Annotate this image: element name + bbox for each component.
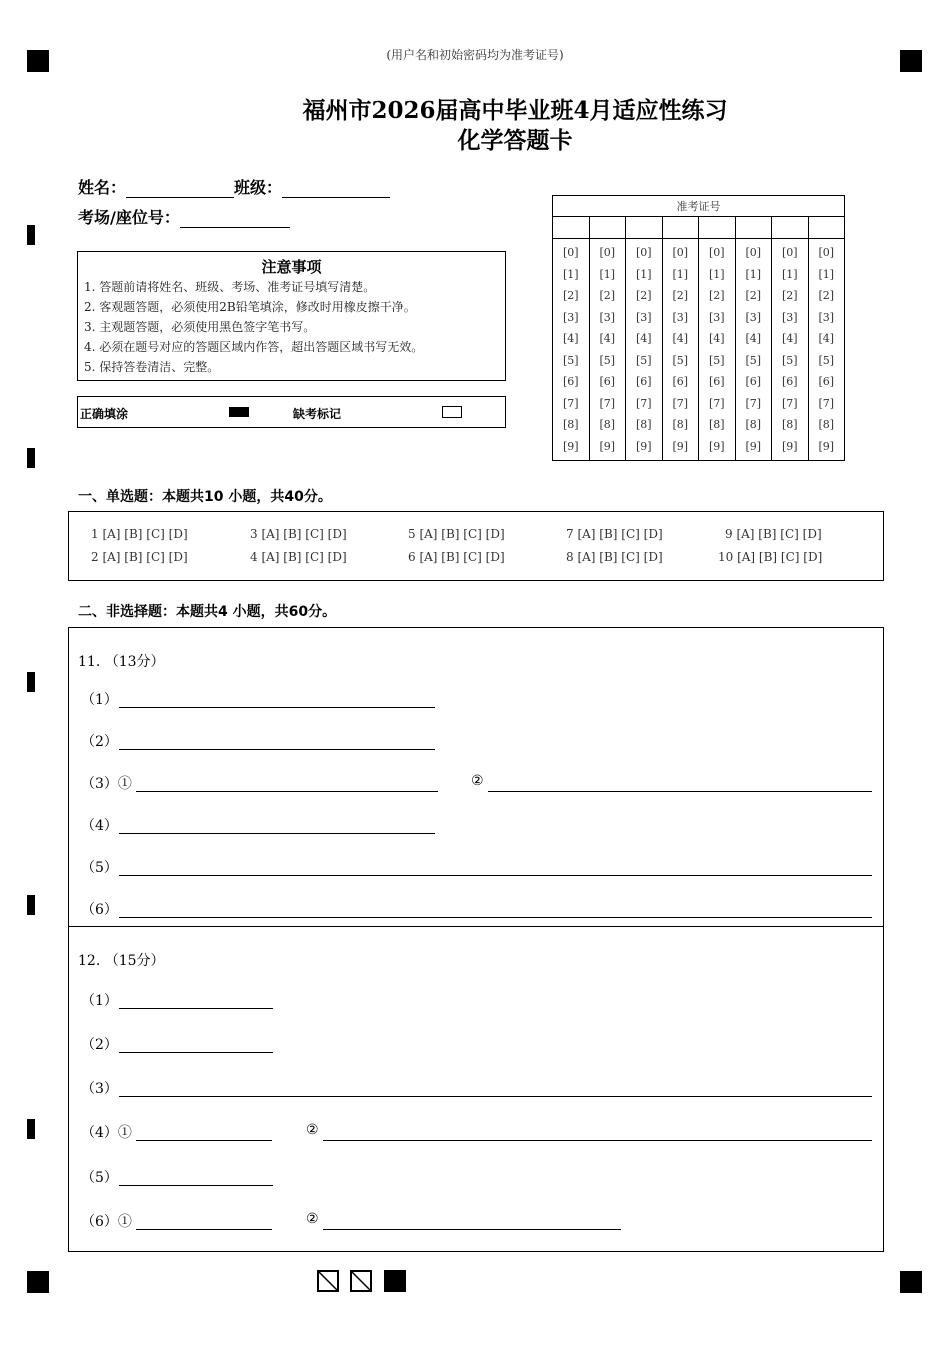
admission-digit-bubble[interactable]: [3] — [672, 310, 689, 324]
admission-digit-bubble[interactable]: [1] — [635, 267, 652, 281]
admission-digit-bubble[interactable]: [2] — [635, 289, 652, 302]
admission-digit-column — [589, 239, 626, 461]
side-marker — [27, 672, 35, 692]
page-code-box-slashed — [350, 1270, 372, 1292]
notes-item: 2. 客观题答题，必须使用2B铅笔填涂，修改时用橡皮擦干净。 — [84, 300, 416, 314]
admission-digit-bubble[interactable]: [1] — [818, 267, 835, 281]
admission-digit-bubble[interactable]: [6] — [599, 375, 616, 388]
q11-part-6: （6） — [81, 902, 118, 918]
q12-answer-5[interactable] — [119, 1185, 273, 1186]
name-class-row — [78, 175, 390, 198]
admission-digit-column — [772, 239, 809, 461]
admission-digit-bubble[interactable]: [9] — [635, 439, 652, 453]
admission-digit-box[interactable] — [772, 217, 809, 239]
admission-digit-bubble[interactable]: [0] — [672, 246, 689, 259]
absent-mark-label: 缺考标记 — [293, 407, 342, 421]
q11-part-5: （5） — [81, 860, 118, 876]
q12-answer-6b[interactable] — [323, 1229, 621, 1230]
mc-question[interactable]: 7 [A] [B] [C] [D] — [566, 527, 663, 541]
mc-question[interactable]: 8 [A] [B] [C] [D] — [566, 550, 663, 564]
admission-digit-column — [662, 239, 699, 461]
admission-digit-bubble[interactable]: [3] — [745, 310, 762, 324]
admission-digit-bubble[interactable]: [1] — [672, 267, 689, 281]
admission-digit-bubble[interactable]: [9] — [708, 439, 725, 453]
admission-digit-bubble[interactable]: [7] — [562, 396, 579, 410]
admission-digit-bubble[interactable]: [7] — [599, 396, 616, 410]
admission-digit-bubble[interactable]: [5] — [781, 353, 798, 367]
admission-digit-bubble[interactable]: [2] — [562, 289, 579, 302]
header-note: (用户名和初始密码均为准考证号) — [386, 48, 564, 62]
admission-digit-bubble[interactable]: [5] — [635, 353, 652, 367]
admission-number-grid — [552, 195, 845, 461]
admission-digit-bubble[interactable]: [9] — [672, 439, 689, 453]
admission-digit-bubble[interactable]: [0] — [708, 246, 725, 259]
admission-digit-bubble[interactable]: [1] — [781, 267, 798, 281]
admission-digit-bubble[interactable]: [5] — [818, 353, 835, 367]
question-11-box — [68, 627, 884, 927]
admission-digit-bubble[interactable]: [7] — [818, 396, 835, 410]
admission-digit-bubble[interactable]: [8] — [745, 418, 762, 431]
admission-digit-bubble[interactable]: [9] — [745, 439, 762, 453]
q12-answer-1[interactable] — [119, 1008, 273, 1009]
mc-question[interactable]: 10 [A] [B] [C] [D] — [718, 550, 823, 564]
admission-digit-box[interactable] — [808, 217, 845, 239]
q11-answer-5[interactable] — [119, 875, 872, 876]
mc-question[interactable]: 6 [A] [B] [C] [D] — [408, 550, 505, 564]
q12-answer-2[interactable] — [119, 1052, 273, 1053]
admission-digit-box[interactable] — [699, 217, 736, 239]
admission-digit-box[interactable] — [735, 217, 772, 239]
q11-answer-3a[interactable] — [136, 791, 438, 792]
admission-digit-bubble[interactable]: [2] — [745, 289, 762, 302]
question-11-label: 11. （13分） — [78, 654, 165, 670]
q12-part-4a: （4）① — [81, 1125, 132, 1141]
notes-item: 3. 主观题答题，必须使用黑色签字笔书写。 — [84, 320, 316, 334]
admission-digit-bubble[interactable]: [2] — [818, 289, 835, 302]
admission-digit-bubble[interactable]: [3] — [818, 310, 835, 324]
admission-digit-bubble[interactable]: [6] — [562, 375, 579, 388]
q12-answer-4a[interactable] — [136, 1140, 272, 1141]
q12-part-6a: （6）① — [81, 1214, 132, 1230]
admission-digit-bubble[interactable]: [8] — [708, 418, 725, 431]
admission-digit-bubble[interactable]: [8] — [562, 418, 579, 431]
section1-heading: 一、单选题：本题共10 小题，共40分。 — [78, 489, 332, 505]
mc-question[interactable]: 5 [A] [B] [C] [D] — [408, 527, 505, 541]
section2-heading: 二、非选择题：本题共4 小题，共60分。 — [78, 604, 337, 620]
admission-digit-bubble[interactable]: [4] — [745, 332, 762, 345]
admission-digit-bubble[interactable]: [0] — [562, 246, 579, 259]
q12-part-6b: ② — [306, 1211, 319, 1227]
mc-question[interactable]: 2 [A] [B] [C] [D] — [91, 550, 188, 564]
seat-field[interactable] — [180, 209, 290, 228]
notes-item: 5. 保持答卷清洁、完整。 — [84, 360, 220, 374]
admission-digit-bubble[interactable]: [9] — [781, 439, 798, 453]
admission-digit-bubble[interactable]: [2] — [599, 289, 616, 302]
admission-digit-bubble[interactable]: [1] — [745, 267, 762, 281]
admission-digit-bubble[interactable]: [7] — [635, 396, 652, 410]
page-code-box-filled — [384, 1270, 406, 1292]
q11-answer-4[interactable] — [119, 833, 435, 834]
admission-digit-bubble[interactable]: [6] — [708, 375, 725, 388]
admission-digit-bubble[interactable]: [1] — [599, 267, 616, 281]
q11-answer-1[interactable] — [119, 707, 435, 708]
admission-digit-bubble[interactable]: [6] — [781, 375, 798, 388]
admission-digit-bubble[interactable]: [8] — [672, 418, 689, 431]
admission-digit-bubble[interactable]: [5] — [599, 353, 616, 367]
admission-digit-bubble[interactable]: [3] — [635, 310, 652, 324]
admission-digit-bubble[interactable]: [1] — [562, 267, 579, 281]
admission-digit-column — [553, 239, 590, 461]
admission-digit-bubble[interactable]: [5] — [708, 353, 725, 367]
q11-part-4: （4） — [81, 818, 118, 834]
admission-digit-bubble[interactable]: [4] — [635, 332, 652, 345]
mc-question[interactable]: 3 [A] [B] [C] [D] — [250, 527, 347, 541]
absent-mark-checkbox[interactable] — [442, 406, 462, 418]
admission-digit-bubble[interactable]: [7] — [745, 396, 762, 410]
admission-digit-bubble[interactable]: [8] — [635, 418, 652, 431]
admission-digit-bubble[interactable]: [8] — [599, 418, 616, 431]
admission-digit-bubble[interactable]: [2] — [708, 289, 725, 302]
admission-digit-bubble[interactable]: [0] — [781, 246, 798, 259]
admission-digit-bubble[interactable]: [5] — [562, 353, 579, 367]
admission-digit-bubble[interactable]: [4] — [599, 332, 616, 345]
admission-digit-box[interactable] — [553, 217, 590, 239]
admission-header: 准考证号 — [553, 196, 845, 217]
q12-answer-4b[interactable] — [323, 1140, 872, 1141]
q12-answer-3[interactable] — [119, 1096, 872, 1097]
admission-digit-bubble[interactable]: [9] — [599, 439, 616, 453]
corner-marker-bottom-right — [900, 1271, 922, 1293]
admission-digit-box[interactable] — [589, 217, 626, 239]
class-field[interactable] — [282, 179, 390, 198]
mc-answer-box — [68, 511, 884, 581]
notes-title: 注意事项 — [261, 258, 322, 276]
side-marker — [27, 448, 35, 468]
notes-item: 4. 必须在题号对应的答题区域内作答，超出答题区域书写无效。 — [84, 340, 424, 354]
side-marker — [27, 1119, 35, 1139]
side-marker — [27, 225, 35, 245]
name-label: 姓名： — [78, 178, 127, 197]
question-12-box — [68, 926, 884, 1252]
q12-part-5: （5） — [81, 1170, 118, 1186]
mc-question[interactable]: 4 [A] [B] [C] [D] — [250, 550, 347, 564]
admission-digit-bubble[interactable]: [0] — [599, 246, 616, 259]
admission-digit-bubble[interactable]: [7] — [672, 396, 689, 410]
class-label: 班级： — [234, 178, 283, 197]
q11-part-3b: ② — [471, 773, 484, 789]
admission-digit-bubble[interactable]: [7] — [708, 396, 725, 410]
admission-digit-box[interactable] — [662, 217, 699, 239]
correct-fill-sample — [229, 407, 249, 417]
admission-digit-bubble[interactable]: [2] — [781, 289, 798, 302]
admission-digit-bubble[interactable]: [6] — [672, 375, 689, 388]
admission-digit-bubble[interactable]: [1] — [708, 267, 725, 281]
correct-fill-label: 正确填涂 — [80, 407, 129, 421]
admission-digit-bubble[interactable]: [3] — [562, 310, 579, 324]
notes-box — [77, 251, 506, 381]
admission-digit-bubble[interactable]: [0] — [818, 246, 835, 259]
admission-digit-bubble[interactable]: [7] — [781, 396, 798, 410]
admission-digit-bubble[interactable]: [0] — [635, 246, 652, 259]
admission-digit-bubble[interactable]: [5] — [672, 353, 689, 367]
page-code-box-slashed — [317, 1270, 339, 1292]
admission-digit-bubble[interactable]: [9] — [562, 439, 579, 453]
admission-digit-bubble[interactable]: [3] — [781, 310, 798, 324]
admission-digit-column — [735, 239, 772, 461]
admission-digit-bubble[interactable]: [0] — [745, 246, 762, 259]
q12-part-4b: ② — [306, 1122, 319, 1138]
admission-digit-column — [699, 239, 736, 461]
seat-label: 考场/座位号： — [78, 208, 180, 227]
page-title: 福州市2026届高中毕业班4月适应性练习 — [302, 97, 728, 124]
admission-digit-column — [808, 239, 845, 461]
admission-digit-bubble[interactable]: [4] — [708, 332, 725, 345]
q11-answer-6[interactable] — [119, 917, 872, 918]
q11-part-2: （2） — [81, 734, 118, 750]
admission-digit-bubble[interactable]: [4] — [672, 332, 689, 345]
admission-digit-bubble[interactable]: [4] — [818, 332, 835, 345]
q12-part-1: （1） — [81, 993, 118, 1009]
q11-part-1: （1） — [81, 692, 118, 708]
admission-digit-bubble[interactable]: [6] — [745, 375, 762, 388]
admission-digit-box[interactable] — [626, 217, 663, 239]
admission-digit-bubble[interactable]: [8] — [818, 418, 835, 431]
admission-digit-bubble[interactable]: [4] — [562, 332, 579, 345]
admission-digit-bubble[interactable]: [6] — [818, 375, 835, 388]
admission-digit-column — [626, 239, 663, 461]
admission-digit-bubble[interactable]: [3] — [708, 310, 725, 324]
fill-example-box — [77, 396, 506, 428]
admission-digit-bubble[interactable]: [5] — [745, 353, 762, 367]
side-marker — [27, 895, 35, 915]
question-12-label: 12. （15分） — [78, 953, 165, 969]
q11-answer-3b[interactable] — [488, 791, 872, 792]
seat-row — [78, 205, 290, 228]
admission-digit-bubble[interactable]: [2] — [672, 289, 689, 302]
admission-digit-bubble[interactable]: [9] — [818, 439, 835, 453]
admission-digit-bubble[interactable]: [8] — [781, 418, 798, 431]
admission-digit-bubble[interactable]: [3] — [599, 310, 616, 324]
name-field[interactable] — [126, 179, 234, 198]
page-subtitle: 化学答题卡 — [457, 127, 573, 154]
mc-question[interactable]: 1 [A] [B] [C] [D] — [91, 527, 188, 541]
admission-digit-bubble[interactable]: [6] — [635, 375, 652, 388]
q11-answer-2[interactable] — [119, 749, 435, 750]
q12-part-2: （2） — [81, 1037, 118, 1053]
corner-marker-bottom-left — [27, 1271, 49, 1293]
q12-answer-6a[interactable] — [136, 1229, 272, 1230]
q12-part-3: （3） — [81, 1081, 118, 1097]
notes-item: 1. 答题前请将姓名、班级、考场、准考证号填写清楚。 — [84, 280, 376, 294]
mc-question[interactable]: 9 [A] [B] [C] [D] — [725, 527, 822, 541]
q11-part-3a: （3）① — [81, 776, 132, 792]
admission-digit-bubble[interactable]: [4] — [781, 332, 798, 345]
